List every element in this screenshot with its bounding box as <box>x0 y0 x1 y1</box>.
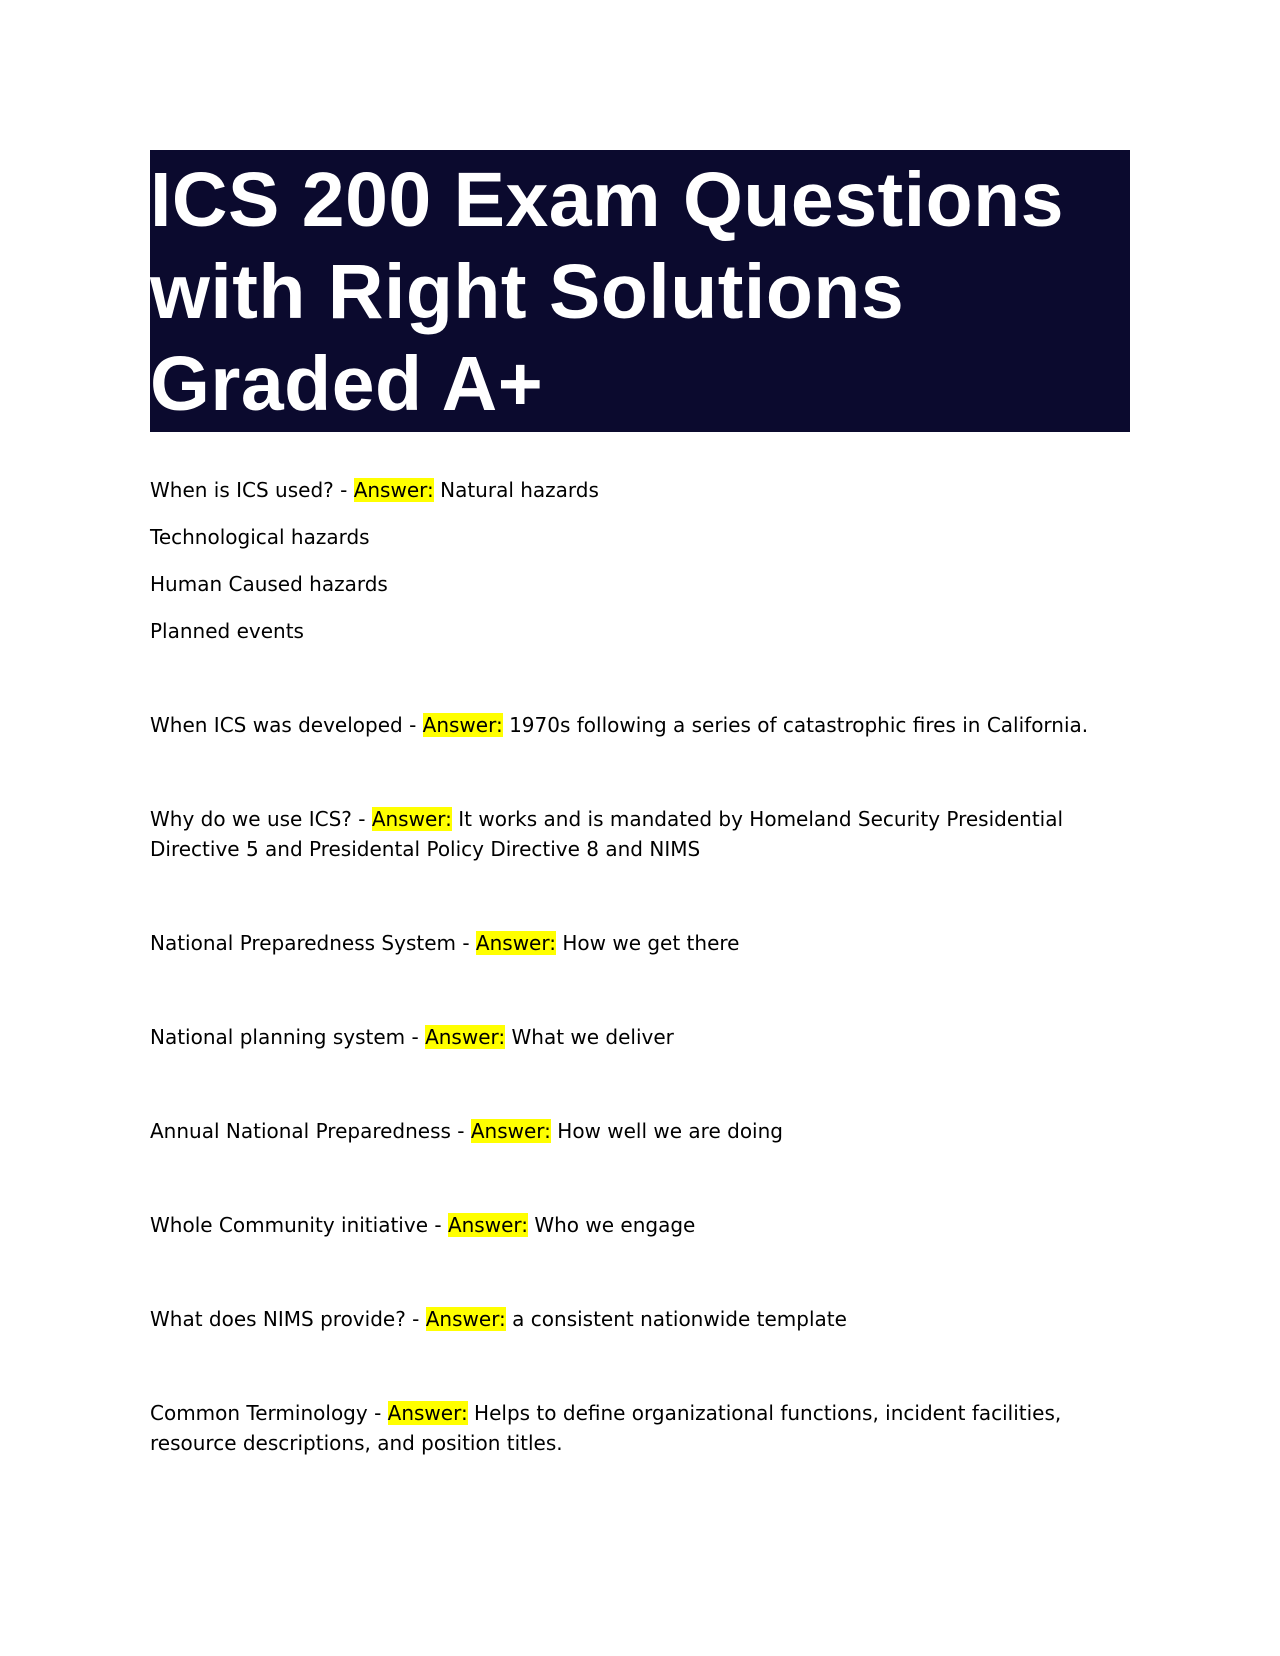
title-banner <box>150 150 1130 432</box>
qa-item <box>150 804 1130 864</box>
answer-text: It works and is mandated by Homeland Security Presidential Directive 5 and Presidental Policy Directive 8 and NIMS <box>150 807 1064 861</box>
answer-text: Natural hazards <box>433 478 599 502</box>
qa-item <box>150 928 1130 958</box>
answer-label: Answer: <box>422 713 503 737</box>
answer-line: Planned events <box>150 619 304 643</box>
question-text: Annual National Preparedness - <box>150 1119 471 1143</box>
question-text: What does NIMS provide? - <box>150 1307 426 1331</box>
answer-text: How well we are doing <box>550 1119 783 1143</box>
question-text: National Preparedness System - <box>150 931 476 955</box>
answer-label: Answer: <box>470 1119 551 1143</box>
qa-item <box>150 1304 1130 1334</box>
answer-text: How we get there <box>555 931 740 955</box>
question-text: When is ICS used? - <box>150 478 354 502</box>
question-text: When ICS was developed - <box>150 713 423 737</box>
question-text: Common Terminology - <box>150 1401 388 1425</box>
question-text: Why do we use ICS? - <box>150 807 372 831</box>
question-text: National planning system - <box>150 1025 426 1049</box>
answer-label: Answer: <box>475 931 556 955</box>
answer-label: Answer: <box>371 807 452 831</box>
qa-item <box>150 1022 1130 1052</box>
answer-label: Answer: <box>425 1307 506 1331</box>
answer-text: What we deliver <box>505 1025 674 1049</box>
answer-text: a consistent nationwide template <box>505 1307 847 1331</box>
qa-list <box>150 475 1130 1458</box>
qa-item <box>150 1210 1130 1240</box>
answer-label: Answer: <box>425 1025 506 1049</box>
qa-item <box>150 1116 1130 1146</box>
answer-line: Technological hazards <box>150 525 370 549</box>
qa-item <box>150 710 1130 740</box>
qa-item <box>150 475 1130 646</box>
document-page <box>150 150 1130 1455</box>
answer-text: Helps to define organizational functions, incident facilities, resource descriptions, and position titles. <box>150 1401 1062 1455</box>
answer-label: Answer: <box>447 1213 528 1237</box>
answer-label: Answer: <box>387 1401 468 1425</box>
answer-text: Who we engage <box>528 1213 696 1237</box>
answer-text: 1970s following a series of catastrophic fires in California. <box>502 713 1089 737</box>
document-title: ICS 200 Exam Questions with Right Solutions Graded A+ <box>150 157 1064 427</box>
question-text: Whole Community initiative - <box>150 1213 448 1237</box>
answer-label: Answer: <box>353 478 434 502</box>
qa-item <box>150 1398 1130 1458</box>
answer-line: Human Caused hazards <box>150 572 388 596</box>
